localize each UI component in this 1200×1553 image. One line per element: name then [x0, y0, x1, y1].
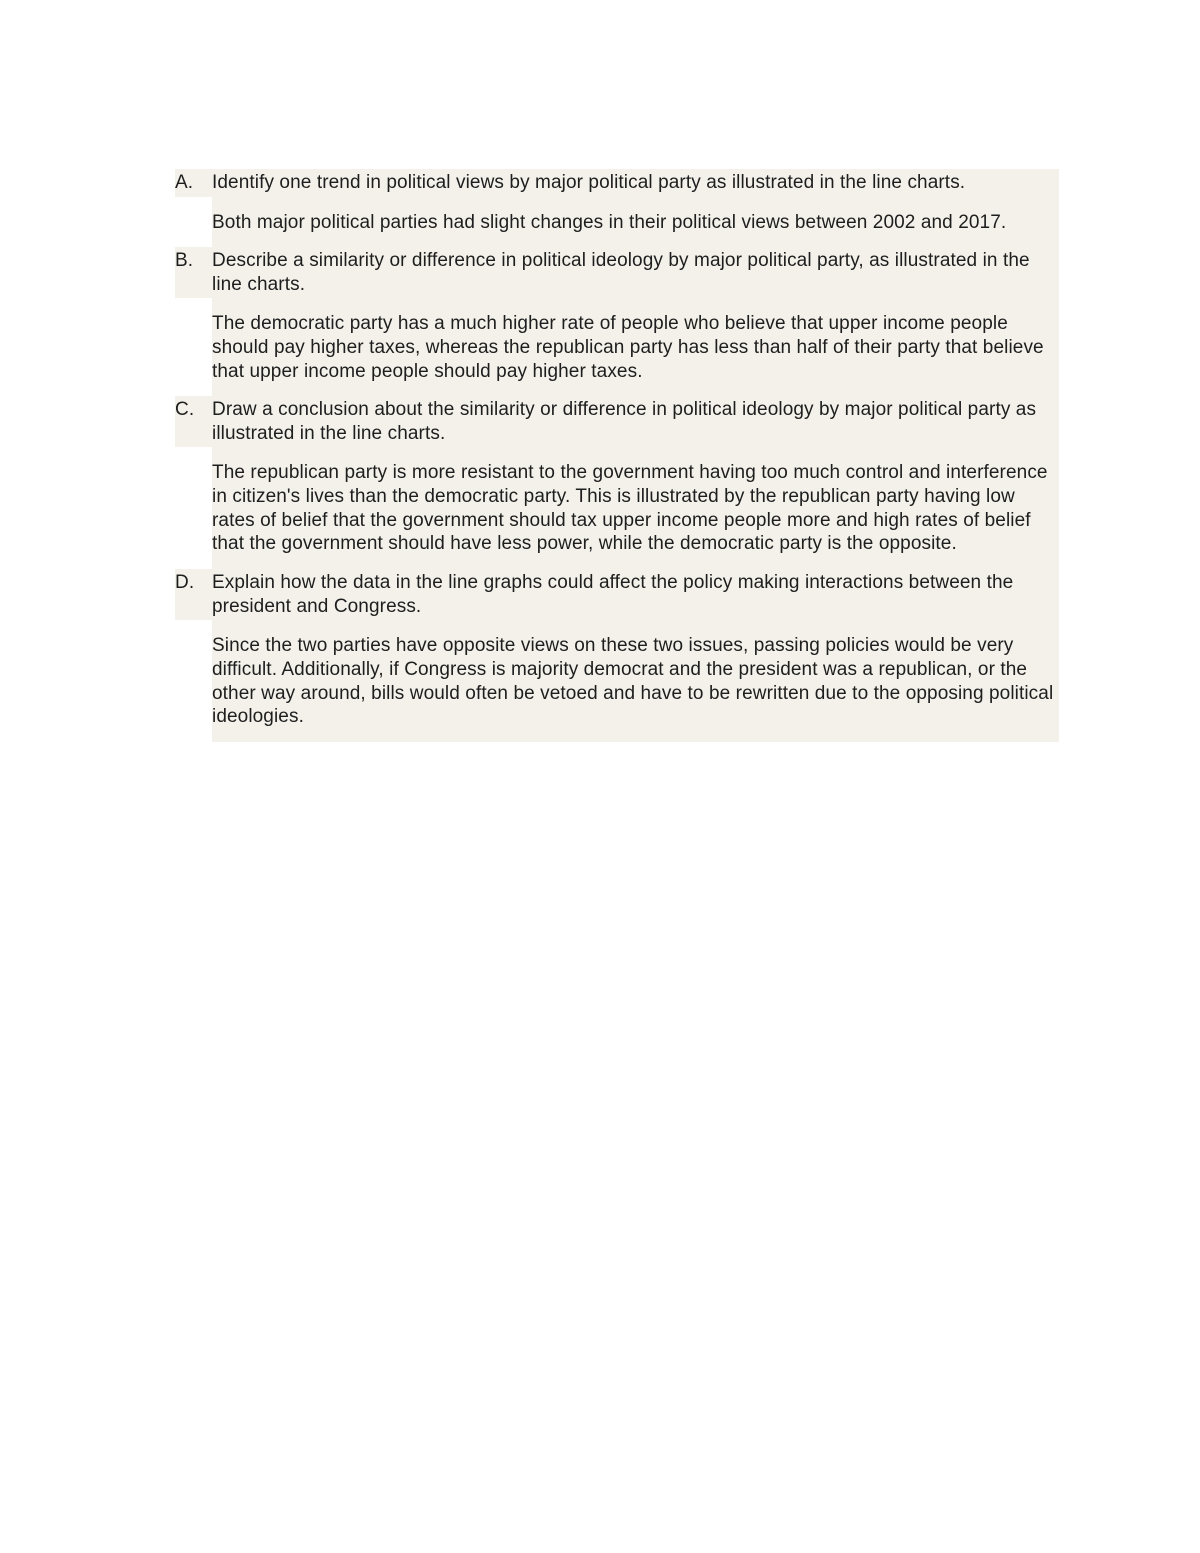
- question-row: [175, 247, 1059, 298]
- qa-item-b: [175, 247, 1059, 396]
- question-row: [175, 396, 1059, 447]
- list-marker: A.: [175, 172, 194, 193]
- answer-indent: [175, 197, 212, 248]
- answer-indent: [175, 298, 212, 396]
- question-row: [175, 569, 1059, 620]
- answer-text: The republican party is more resistant to the government having too much control and interference in citizen's lives than the democratic party. This is illustrated by the republican party having low rates of belief that the government should tax upper income people more and high rates of belief that the government should have less power, while the democratic party is the opposite.: [212, 447, 1059, 569]
- qa-item-a: [175, 169, 1059, 247]
- question-text: Draw a conclusion about the similarity or difference in political ideology by major political party as illustrated in the line charts.: [212, 399, 1037, 444]
- question-text: Identify one trend in political views by major political party as illustrated in the line charts.: [212, 172, 966, 193]
- qa-item-d: [175, 569, 1059, 742]
- list-marker: D.: [175, 572, 195, 594]
- answer-row: [175, 197, 1059, 248]
- question-row: [175, 169, 1059, 197]
- qa-item-c: [175, 396, 1059, 569]
- list-marker: B.: [175, 250, 194, 272]
- question-answer-list: [175, 169, 1059, 742]
- answer-text: Since the two parties have opposite views on these two issues, passing policies would be very difficult. Additionally, if Congress is majority democrat and the president was a republican, or the other way around, bills would often be vetoed and have to be rewritten due to the opposing political ideologies.: [212, 620, 1059, 742]
- answer-text: The democratic party has a much higher rate of people who believe that upper income people should pay higher taxes, whereas the republican party has less than half of their party that believe that upper income people should pay higher taxes.: [212, 298, 1059, 396]
- answer-text: Both major political parties had slight changes in their political views between 2002 and 2017.: [212, 197, 1059, 248]
- question-text: Explain how the data in the line graphs could affect the policy making interactions between the president and Congress.: [212, 572, 1014, 617]
- list-marker: C.: [175, 399, 195, 421]
- answer-row: [175, 298, 1059, 396]
- question-text: Describe a similarity or difference in political ideology by major political party, as illustrated in the line charts.: [212, 250, 1030, 295]
- answer-row: [175, 447, 1059, 569]
- answer-row: [175, 620, 1059, 742]
- answer-indent: [175, 447, 212, 569]
- answer-indent: [175, 620, 212, 742]
